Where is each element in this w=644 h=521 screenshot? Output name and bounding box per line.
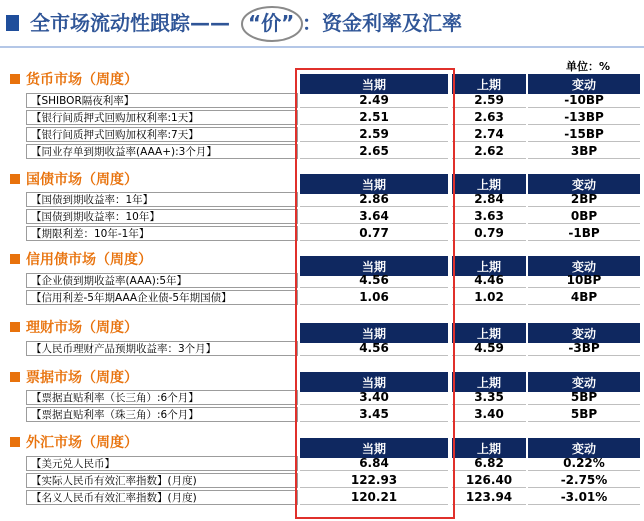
column-header-current: 当期 <box>300 372 448 392</box>
column-header-current: 当期 <box>300 438 448 458</box>
section-bullet-icon <box>10 437 20 447</box>
section-bullet-icon <box>10 254 20 264</box>
cell-change: -2.75% <box>528 473 640 488</box>
title-bar <box>0 0 644 60</box>
column-header-change: 变动 <box>528 372 640 392</box>
cell-change: -13BP <box>528 110 640 125</box>
cell-previous: 123.94 <box>452 490 526 505</box>
section-bullet-icon <box>10 174 20 184</box>
cell-previous: 2.74 <box>452 127 526 142</box>
cell-change: -15BP <box>528 127 640 142</box>
cell-change: -10BP <box>528 93 640 108</box>
cell-current: 120.21 <box>300 490 448 505</box>
section-title: 信用债市场（周度） <box>26 252 152 268</box>
section-heading <box>10 368 138 386</box>
cell-change: 3BP <box>528 144 640 159</box>
section-heading <box>10 170 138 188</box>
column-header-current: 当期 <box>300 174 448 194</box>
column-header-previous: 上期 <box>452 323 526 343</box>
section-title: 国债市场（周度） <box>26 172 138 188</box>
row-label: 【美元兑人民币】 <box>26 456 298 471</box>
section-heading <box>10 250 152 268</box>
row-label: 【票据直贴利率（长三角）:6个月】 <box>26 390 298 405</box>
row-label: 【实际人民币有效汇率指数】(月度) <box>26 473 298 488</box>
cell-change: -3BP <box>528 341 640 356</box>
row-label: 【企业债到期收益率(AAA):5年】 <box>26 273 298 288</box>
cell-change: 5BP <box>528 407 640 422</box>
row-label: 【国债到期收益率：10年】 <box>26 209 298 224</box>
cell-change: 5BP <box>528 390 640 405</box>
cell-previous: 4.46 <box>452 273 526 288</box>
section-title: 货币市场（周度） <box>26 72 138 88</box>
row-label: 【同业存单到期收益率(AAA+):3个月】 <box>26 144 298 159</box>
section-title: 理财市场（周度） <box>26 320 138 336</box>
cell-current: 6.84 <box>300 456 448 471</box>
column-header-previous: 上期 <box>452 174 526 194</box>
cell-previous: 2.62 <box>452 144 526 159</box>
title-square-icon <box>6 15 19 31</box>
cell-current: 3.64 <box>300 209 448 224</box>
cell-current: 2.59 <box>300 127 448 142</box>
cell-previous: 3.40 <box>452 407 526 422</box>
cell-current: 2.49 <box>300 93 448 108</box>
title-quote-word: “价” <box>248 11 295 35</box>
cell-current: 2.86 <box>300 192 448 207</box>
cell-previous: 3.35 <box>452 390 526 405</box>
row-label: 【信用利差-5年期AAA企业债-5年期国债】 <box>26 290 298 305</box>
column-header-previous: 上期 <box>452 438 526 458</box>
cell-change: -3.01% <box>528 490 640 505</box>
cell-previous: 2.63 <box>452 110 526 125</box>
cell-current: 3.40 <box>300 390 448 405</box>
section-heading <box>10 433 138 451</box>
cell-previous: 6.82 <box>452 456 526 471</box>
cell-previous: 2.84 <box>452 192 526 207</box>
row-label: 【名义人民币有效汇率指数】(月度) <box>26 490 298 505</box>
column-header-current: 当期 <box>300 74 448 94</box>
cell-previous: 126.40 <box>452 473 526 488</box>
section-bullet-icon <box>10 372 20 382</box>
section-title: 外汇市场（周度） <box>26 435 138 451</box>
cell-current: 2.65 <box>300 144 448 159</box>
column-header-previous: 上期 <box>452 74 526 94</box>
cell-change: 0BP <box>528 209 640 224</box>
column-header-previous: 上期 <box>452 256 526 276</box>
cell-change: 0.22% <box>528 456 640 471</box>
cell-current: 4.56 <box>300 273 448 288</box>
row-label: 【银行间质押式回购加权利率:1天】 <box>26 110 298 125</box>
cell-current: 0.77 <box>300 226 448 241</box>
row-label: 【银行间质押式回购加权利率:7天】 <box>26 127 298 142</box>
section-bullet-icon <box>10 322 20 332</box>
cell-current: 4.56 <box>300 341 448 356</box>
row-label: 【票据直贴利率（珠三角）:6个月】 <box>26 407 298 422</box>
section-heading <box>10 318 138 336</box>
title-part2: ：资金利率及汇率 <box>302 11 462 35</box>
column-header-change: 变动 <box>528 74 640 94</box>
column-header-change: 变动 <box>528 256 640 276</box>
cell-change: 2BP <box>528 192 640 207</box>
row-label: 【国债到期收益率：1年】 <box>26 192 298 207</box>
cell-current: 2.51 <box>300 110 448 125</box>
column-header-previous: 上期 <box>452 372 526 392</box>
cell-change: 10BP <box>528 273 640 288</box>
section-title: 票据市场（周度） <box>26 370 138 386</box>
row-label: 【人民币理财产品预期收益率：3个月】 <box>26 341 298 356</box>
cell-previous: 3.63 <box>452 209 526 224</box>
cell-change: 4BP <box>528 290 640 305</box>
column-header-current: 当期 <box>300 323 448 343</box>
column-header-change: 变动 <box>528 174 640 194</box>
section-heading <box>10 70 138 88</box>
cell-current: 3.45 <box>300 407 448 422</box>
cell-previous: 1.02 <box>452 290 526 305</box>
column-header-current: 当期 <box>300 256 448 276</box>
cell-previous: 4.59 <box>452 341 526 356</box>
row-label: 【期限利差：10年-1年】 <box>26 226 298 241</box>
cell-previous: 2.59 <box>452 93 526 108</box>
cell-current: 1.06 <box>300 290 448 305</box>
cell-change: -1BP <box>528 226 640 241</box>
row-label: 【SHIBOR隔夜利率】 <box>26 93 298 108</box>
cell-current: 122.93 <box>300 473 448 488</box>
title-divider <box>0 46 644 48</box>
unit-label: 单位：% <box>565 60 610 73</box>
section-bullet-icon <box>10 74 20 84</box>
title-part1: 全市场流动性跟踪—— <box>30 11 230 35</box>
column-header-change: 变动 <box>528 438 640 458</box>
column-header-change: 变动 <box>528 323 640 343</box>
cell-previous: 0.79 <box>452 226 526 241</box>
